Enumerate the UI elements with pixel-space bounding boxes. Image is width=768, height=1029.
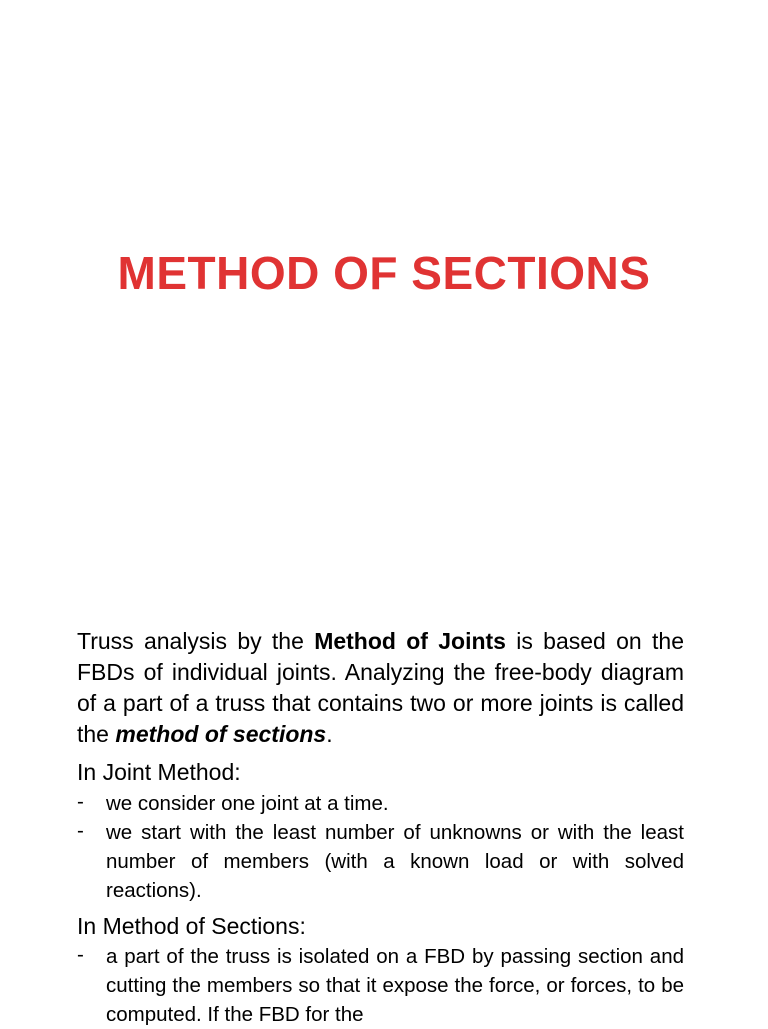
intro-text-3: . bbox=[326, 721, 333, 747]
list-item-text: we start with the least number of unknowns or with the least number of members (with a known load or with solved reactions). bbox=[106, 821, 684, 902]
dash-bullet: - bbox=[77, 819, 84, 842]
intro-text-1: Truss analysis by the bbox=[77, 628, 315, 654]
joint-method-heading: In Joint Method: bbox=[77, 759, 241, 785]
sections-method-list bbox=[77, 942, 684, 1029]
list-item bbox=[77, 789, 684, 818]
page-title: METHOD OF SECTIONS bbox=[117, 247, 651, 299]
method-of-sections-term: method of sections bbox=[115, 721, 327, 747]
method-of-joints-term: Method of Joints bbox=[314, 628, 506, 654]
list-item bbox=[77, 818, 684, 905]
dash-bullet: - bbox=[77, 943, 84, 966]
dash-bullet: - bbox=[77, 790, 84, 813]
list-item bbox=[77, 942, 684, 1029]
list-item-text: a part of the truss is isolated on a FBD by passing section and cutting the members so that it expose the force, or forces, to be computed. If the FBD for the bbox=[106, 945, 684, 1026]
intro-paragraph bbox=[77, 626, 684, 750]
joint-method-list bbox=[77, 789, 684, 905]
sections-method-heading: In Method of Sections: bbox=[77, 913, 306, 939]
list-item-text: we consider one joint at a time. bbox=[106, 792, 389, 815]
intro-text-2: is based on the FBDs of individual joints. Analyzing the free-body diagram of a part of a truss that contains two or more joints is called the bbox=[77, 628, 684, 747]
